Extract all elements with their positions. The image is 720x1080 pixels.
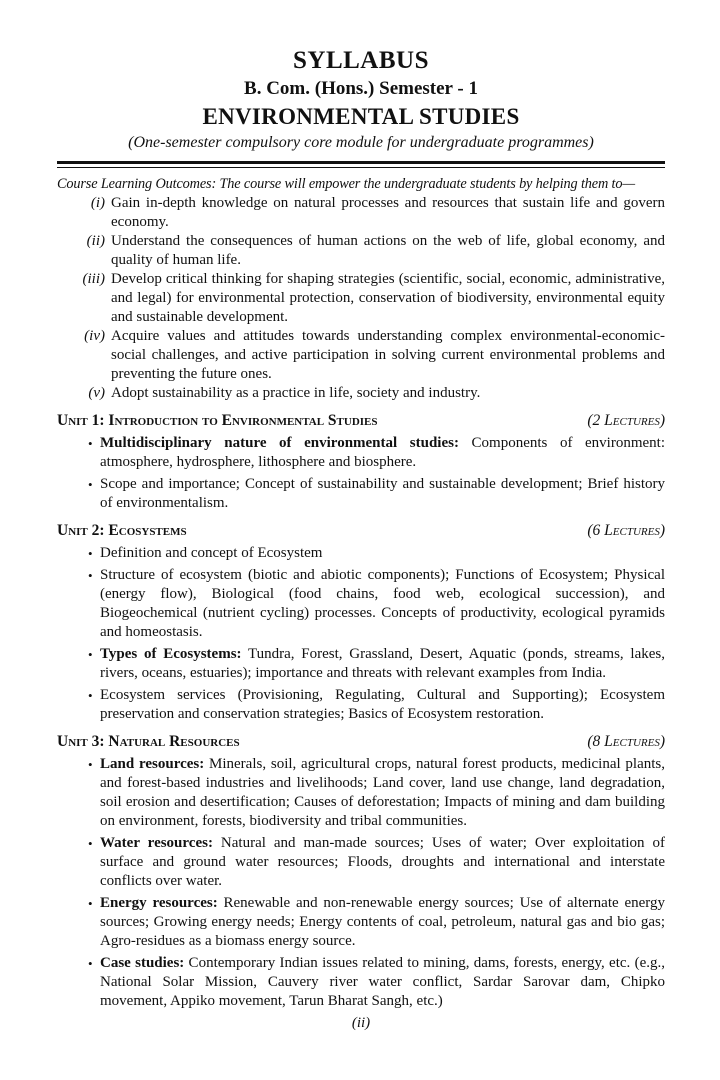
unit-title: Unit 3: Natural Resources — [57, 732, 240, 750]
page-number: (ii) — [351, 1014, 371, 1031]
bullet-icon: • — [88, 895, 93, 911]
bullet-text-wrap — [100, 755, 665, 831]
unit-header — [57, 732, 665, 752]
bullet-text: Renewable and non-renewable energy sources; Use of alternate energy sources; Growing energy needs; Energy contents of coal, petroleum, natural gas and bio gas; Agro-residues as a biomass energy source. — [100, 894, 665, 949]
bullet-item — [57, 834, 665, 891]
unit-title: Unit 1: Introduction to Environmental Studies — [57, 411, 378, 429]
rule-thick — [57, 161, 665, 164]
bullet-icon: • — [88, 476, 93, 492]
rule-thin — [57, 167, 665, 168]
bullet-text: Tundra, Forest, Grassland, Desert, Aquatic (ponds, streams, lakes, rivers, oceans, estuaries); importance and threats with relevant examples from India. — [100, 645, 665, 681]
bullet-text-wrap — [100, 686, 665, 724]
outcome-number: (iii) — [82, 270, 105, 287]
bullet-icon: • — [88, 545, 93, 561]
bullet-text: Contemporary Indian issues related to mining, dams, forests, energy, etc. (e.g., National Solar Mission, Cauvery river water conflict, Sardar Sarovar dam, Chipko movement, Appiko movement, Tarun Bharat Sangh, etc.) — [100, 954, 665, 1009]
bullet-item — [57, 755, 665, 831]
bullet-text-wrap — [100, 434, 665, 472]
bullet-text-wrap — [100, 894, 665, 951]
bullet-text-wrap — [100, 544, 665, 563]
course-title: ENVIRONMENTAL STUDIES — [202, 104, 520, 129]
bullet-text: Structure of ecosystem (biotic and abiotic components); Functions of Ecosystem; Physical (energy flow), Biological (food chains, food web, ecological succession), and Biogeochemical (nutrient cycling) processes. Concepts of productivity, ecological pyramids and homeostasis. — [100, 566, 665, 640]
bullet-item — [57, 544, 665, 563]
bullet-item — [57, 475, 665, 513]
bullet-text: Minerals, soil, agricultural crops, natural forest products, medicinal plants, and forest-based industries and livelihoods; Land cover, land use change, land degradation, soil erosion and desertification; Causes of deforestation; Impacts of mining and dam building on environment, forests, biodiversity and tribal communities. — [100, 755, 666, 829]
outcome-item — [57, 232, 665, 270]
bullet-item — [57, 894, 665, 951]
bullet-icon: • — [88, 646, 93, 662]
bullet-text: Components of environment: atmosphere, hydrosphere, lithosphere and biosphere. — [100, 434, 665, 470]
bullet-lead: Land resources: — [100, 755, 205, 772]
outcome-number: (v) — [88, 384, 105, 401]
double-rule-divider — [57, 161, 665, 168]
semester-subtitle: B. Com. (Hons.) Semester - 1 — [244, 78, 478, 99]
bullet-icon: • — [88, 756, 93, 772]
bullet-item — [57, 566, 665, 642]
bullet-item — [57, 954, 665, 1011]
bullet-item — [57, 645, 665, 683]
outcome-item — [57, 327, 665, 384]
course-note: (One-semester compulsory core module for undergraduate programmes) — [128, 134, 594, 151]
bullet-text: Scope and importance; Concept of sustainability and sustainable development; Brief history of environmentalism. — [100, 475, 665, 511]
unit-header — [57, 411, 665, 431]
outcomes-intro: Course Learning Outcomes: The course will empower the undergraduate students by helping them to— — [57, 175, 635, 192]
bullet-lead: Case studies: — [100, 954, 185, 971]
bullet-icon: • — [88, 435, 93, 451]
outcome-text: Gain in-depth knowledge on natural processes and resources that sustain life and govern economy. — [111, 194, 665, 230]
outcome-text: Acquire values and attitudes towards understanding complex environmental-economic-social challenges, and active participation in solving current environmental problems and preventing the future ones. — [111, 327, 665, 382]
unit-title: Unit 2: Ecosystems — [57, 521, 187, 539]
bullet-lead: Types of Ecosystems: — [100, 645, 242, 662]
bullet-text: Natural and man-made sources; Uses of water; Over exploitation of surface and ground water resources; Floods, droughts and international and interstate conflicts over water. — [100, 834, 665, 889]
bullet-text-wrap — [100, 645, 665, 683]
outcome-item — [57, 384, 665, 403]
unit-section-1 — [57, 411, 665, 513]
outcome-text: Develop critical thinking for shaping strategies (scientific, social, economic, administrative, and legal) for environmental protection, conservation of biodiversity, environmental equity and sustainable development. — [111, 270, 665, 325]
bullet-item — [57, 434, 665, 472]
bullet-text-wrap — [100, 954, 665, 1011]
outcome-text: Understand the consequences of human actions on the web of life, global economy, and quality of human life. — [111, 232, 665, 268]
unit-section-2 — [57, 521, 665, 724]
outcome-item — [57, 194, 665, 232]
unit-lectures: (6 Lectures) — [587, 521, 665, 539]
bullet-lead: Multidisciplinary nature of environmental studies: — [100, 434, 459, 451]
bullet-text: Ecosystem services (Provisioning, Regulating, Cultural and Supporting); Ecosystem preservation and conservation strategies; Basics of Ecosystem restoration. — [100, 686, 665, 722]
outcome-item — [57, 270, 665, 327]
bullet-text-wrap — [100, 475, 665, 513]
unit-header — [57, 521, 665, 541]
outcome-number: (iv) — [84, 327, 105, 344]
document-header — [57, 46, 665, 154]
bullet-text-wrap — [100, 834, 665, 891]
bullet-item — [57, 686, 665, 724]
page-title: SYLLABUS — [293, 47, 429, 74]
bullet-icon: • — [88, 835, 93, 851]
bullet-icon: • — [88, 687, 93, 703]
unit-section-3 — [57, 732, 665, 1011]
outcome-number: (i) — [90, 194, 105, 211]
unit-lectures: (8 Lectures) — [587, 732, 665, 750]
outcomes-section — [57, 175, 665, 403]
bullet-icon: • — [88, 955, 93, 971]
outcome-number: (ii) — [86, 232, 105, 249]
bullet-icon: • — [88, 567, 93, 583]
unit-lectures: (2 Lectures) — [587, 411, 665, 429]
bullet-text-wrap — [100, 566, 665, 642]
bullet-text: Definition and concept of Ecosystem — [100, 544, 323, 561]
outcome-text: Adopt sustainability as a practice in life, society and industry. — [111, 384, 481, 401]
bullet-lead: Energy resources: — [100, 894, 218, 911]
bullet-lead: Water resources: — [100, 834, 213, 851]
